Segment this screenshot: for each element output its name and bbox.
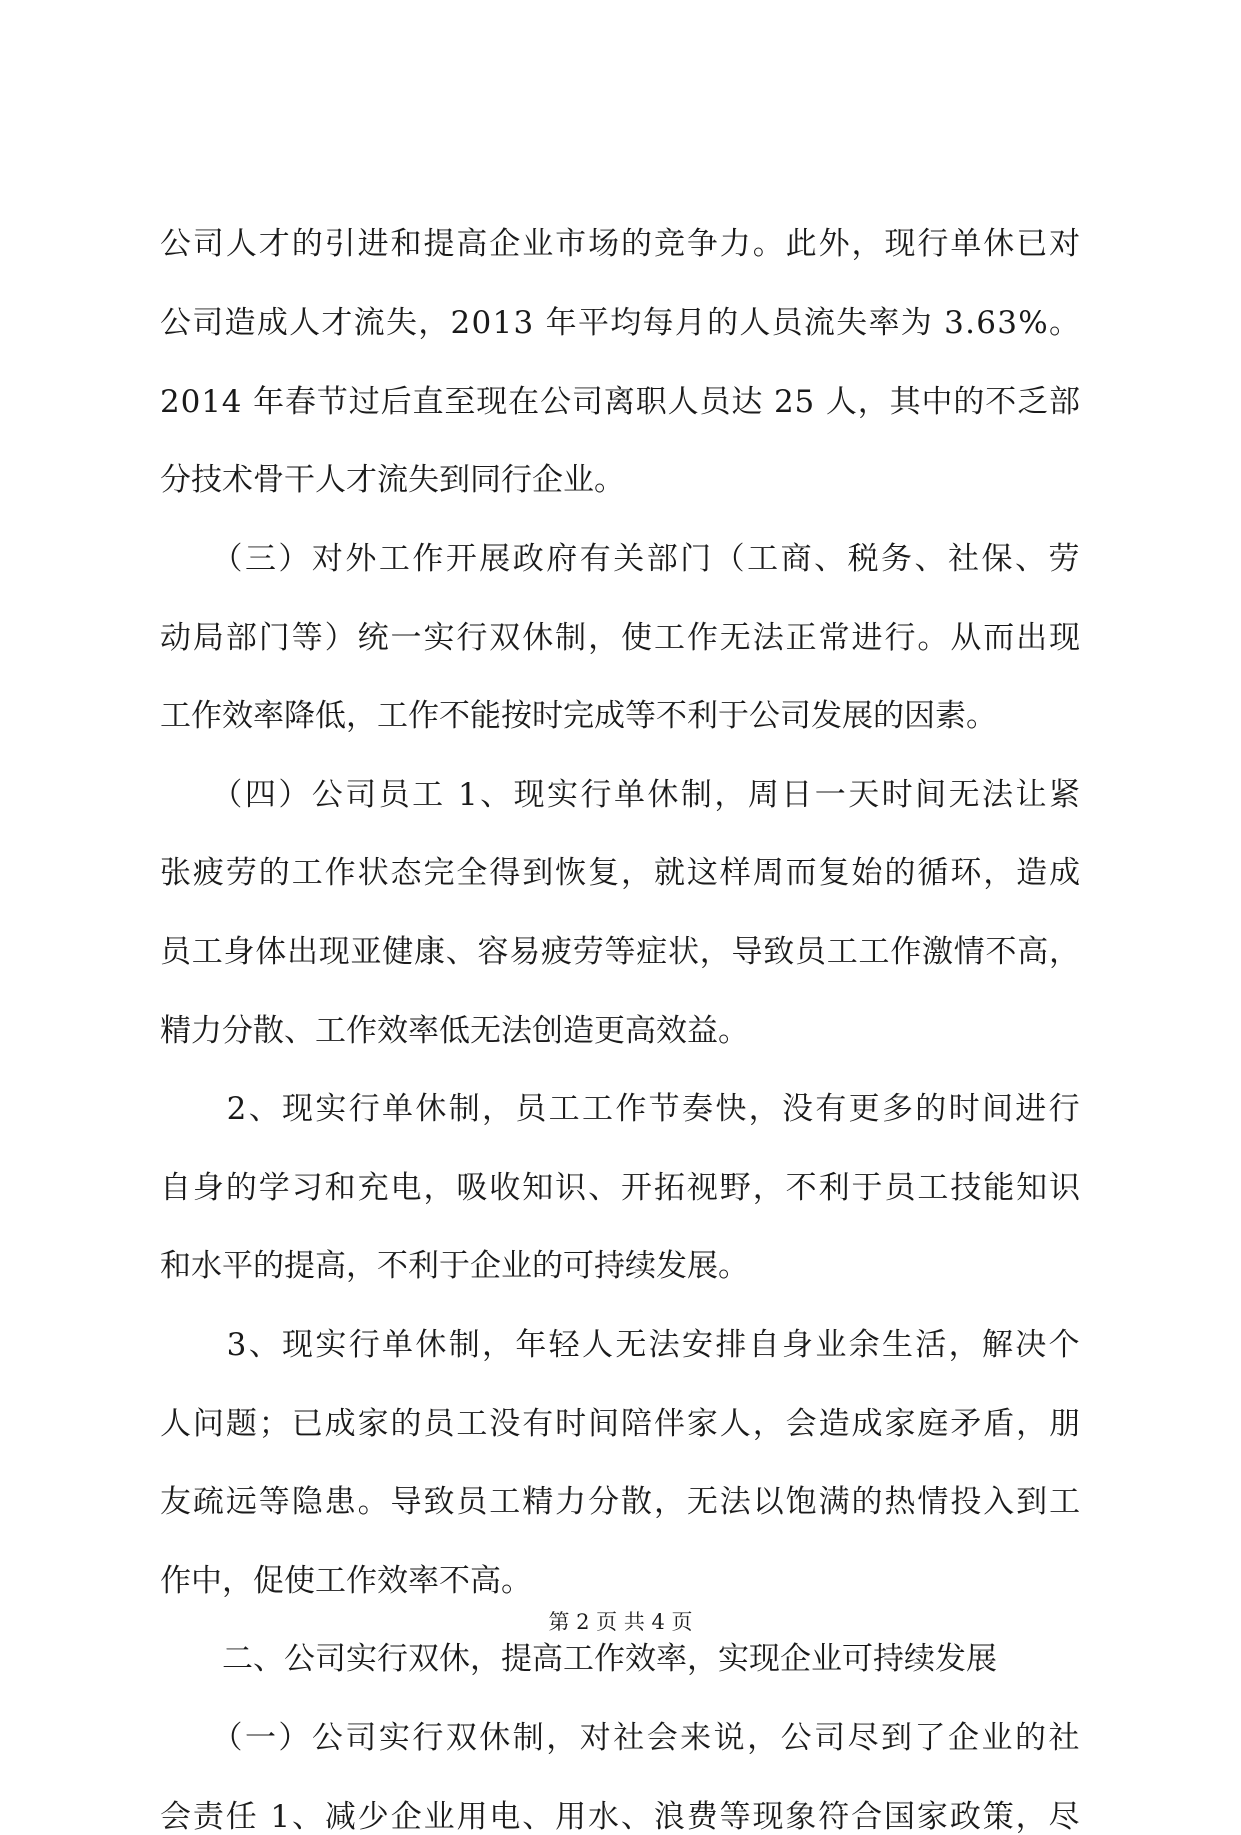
paragraph-line: 人问题；已成家的员工没有时间陪伴家人，会造成家庭矛盾，朋 (160, 1406, 1083, 1442)
paragraph-line: （四）公司员工 1、现实行单休制，周日一天时间无法让紧 (160, 777, 1083, 813)
paragraph-line: （一）公司实行双休制，对社会来说，公司尽到了企业的社 (160, 1720, 1082, 1756)
paragraph-line: 2014 年春节过后直至现在公司离职人员达 25 人，其中的不乏部 (160, 384, 1081, 420)
paragraph-line: 动局部门等）统一实行双休制，使工作无法正常进行。从而出现 (160, 620, 1083, 656)
paragraph-line: 会责任 1、减少企业用电、用水、浪费等现象符合国家政策，尽 (160, 1799, 1082, 1835)
paragraph-line: 员工身体出现亚健康、容易疲劳等症状，导致员工工作激情不高， (160, 934, 1081, 970)
paragraph-line: （三）对外工作开展政府有关部门（工商、税务、社保、劳 (160, 541, 1082, 577)
paragraph-line: 作中，促使工作效率不高。 (160, 1563, 532, 1599)
paragraph-line: 友疏远等隐患。导致员工精力分散，无法以饱满的热情投入到工 (160, 1484, 1083, 1520)
paragraph-line: 3、现实行单休制，年轻人无法安排自身业余生活，解决个 (160, 1327, 1082, 1363)
paragraph-line: 精力分散、工作效率低无法创造更高效益。 (160, 1013, 749, 1049)
paragraph-line: 分技术骨干人才流失到同行企业。 (160, 462, 625, 498)
paragraph-line: 和水平的提高，不利于企业的可持续发展。 (160, 1248, 749, 1284)
paragraph-line: 2、现实行单休制，员工工作节奏快，没有更多的时间进行 (160, 1091, 1082, 1127)
paragraph-line: 工作效率降低，工作不能按时完成等不利于公司发展的因素。 (160, 698, 997, 734)
paragraph-line: 公司人才的引进和提高企业市场的竞争力。此外，现行单休已对 (160, 226, 1083, 262)
paragraph-line: 自身的学习和充电，吸收知识、开拓视野，不利于员工技能知识 (160, 1170, 1083, 1206)
paragraph-line: 公司造成人才流失，2013 年平均每月的人员流失率为 3.63%。 (160, 305, 1082, 341)
paragraph-line: 张疲劳的工作状态完全得到恢复，就这样周而复始的循环，造成 (160, 855, 1083, 891)
page-footer: 第 2 页 共 4 页 (548, 1610, 693, 1634)
paragraph-line: 二、公司实行双休，提高工作效率，实现企业可持续发展 (160, 1641, 997, 1677)
